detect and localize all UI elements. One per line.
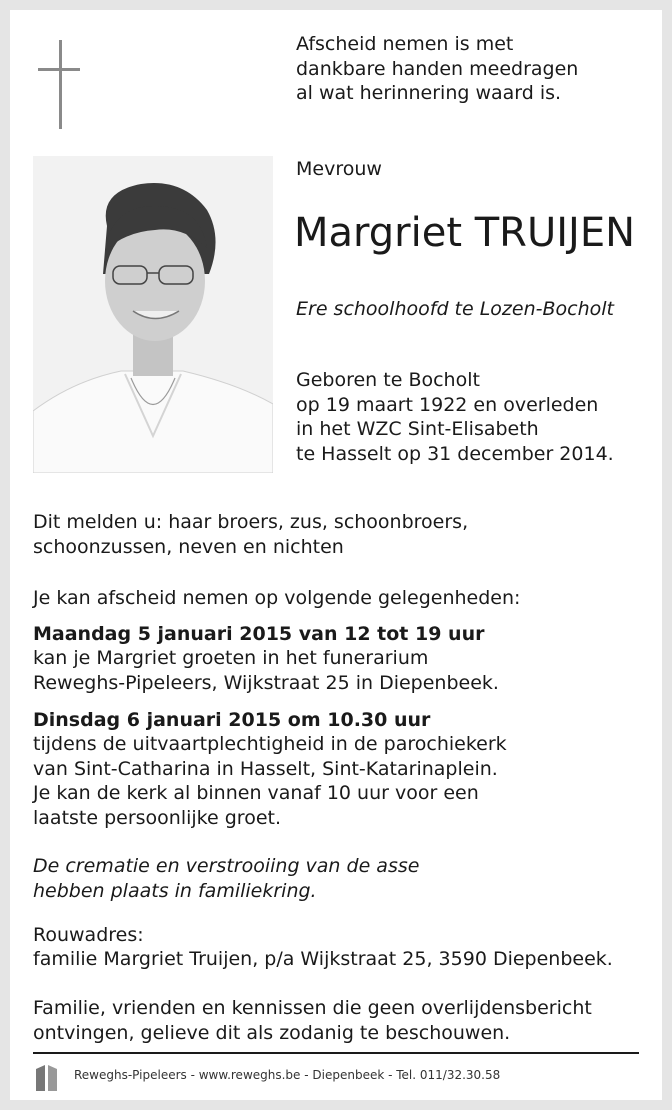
- birth-death-line: te Hasselt op 31 december 2014.: [296, 442, 614, 465]
- birth-death-line: in het WZC Sint-Elisabeth: [296, 418, 539, 440]
- quote-line: al wat herinnering waard is.: [296, 82, 562, 104]
- footer-divider: [33, 1052, 639, 1054]
- announcement-line: Dit melden u: haar broers, zus, schoonbroers,: [33, 511, 469, 533]
- occasion-heading: Dinsdag 6 januari 2015 om 10.30 uur: [33, 709, 431, 731]
- announcement-line: schoonzussen, neven en nichten: [33, 535, 344, 558]
- occasion-heading: Maandag 5 januari 2015 van 12 tot 19 uur: [33, 623, 485, 645]
- address-label: Rouwadres:: [33, 924, 144, 946]
- occasion-line: van Sint-Catharina in Hasselt, Sint-Katarinaplein.: [33, 757, 498, 780]
- funeral-home-logo-icon: [34, 1061, 64, 1091]
- occasion-details: [33, 646, 499, 695]
- quote-line: dankbare handen meedragen: [296, 57, 579, 80]
- occasion-line: tijdens de uitvaartplechtigheid in de parochiekerk: [33, 733, 507, 755]
- occupation: Ere schoolhoofd te Lozen-Bocholt: [296, 298, 614, 320]
- occasion-line: laatste persoonlijke groet.: [33, 806, 281, 829]
- birth-death-line: Geboren te Bocholt: [296, 369, 480, 391]
- occasion-line: Reweghs-Pipeleers, Wijkstraat 25 in Diepenbeek.: [33, 671, 499, 694]
- cross-icon-bar: [38, 68, 80, 71]
- cross-icon: [59, 40, 62, 129]
- closing-line: ontvingen, gelieve dit als zodanig te beschouwen.: [33, 1021, 511, 1044]
- closing-line: Familie, vrienden en kennissen die geen overlijdensbericht: [33, 997, 592, 1019]
- honorific: Mevrouw: [296, 158, 382, 180]
- birth-death-info: [296, 368, 614, 466]
- portrait-photo: [33, 156, 273, 473]
- occasion-line: kan je Margriet groeten in het funerarium: [33, 647, 429, 669]
- announcement: [33, 510, 468, 559]
- mourning-address: familie Margriet Truijen, p/a Wijkstraat 25, 3590 Diepenbeek.: [33, 948, 613, 970]
- occasion-line: Je kan de kerk al binnen vanaf 10 uur voor een: [33, 782, 479, 804]
- closing-note: [33, 996, 592, 1045]
- funeral-home-info: Reweghs-Pipeleers - www.reweghs.be - Diepenbeek - Tel. 011/32.30.58: [74, 1068, 501, 1082]
- memorial-quote: [296, 32, 578, 106]
- quote-line: Afscheid nemen is met: [296, 33, 514, 55]
- cremation-line: hebben plaats in familiekring.: [33, 879, 317, 902]
- obituary-card: [10, 10, 662, 1100]
- cremation-note: [33, 854, 419, 903]
- occasions-intro: Je kan afscheid nemen op volgende gelegenheden:: [33, 587, 521, 609]
- deceased-name: Margriet TRUIJEN: [294, 210, 636, 256]
- cremation-line: De crematie en verstrooiing van de asse: [33, 855, 420, 877]
- birth-death-line: op 19 maart 1922 en overleden: [296, 393, 599, 416]
- occasion-details: [33, 732, 507, 830]
